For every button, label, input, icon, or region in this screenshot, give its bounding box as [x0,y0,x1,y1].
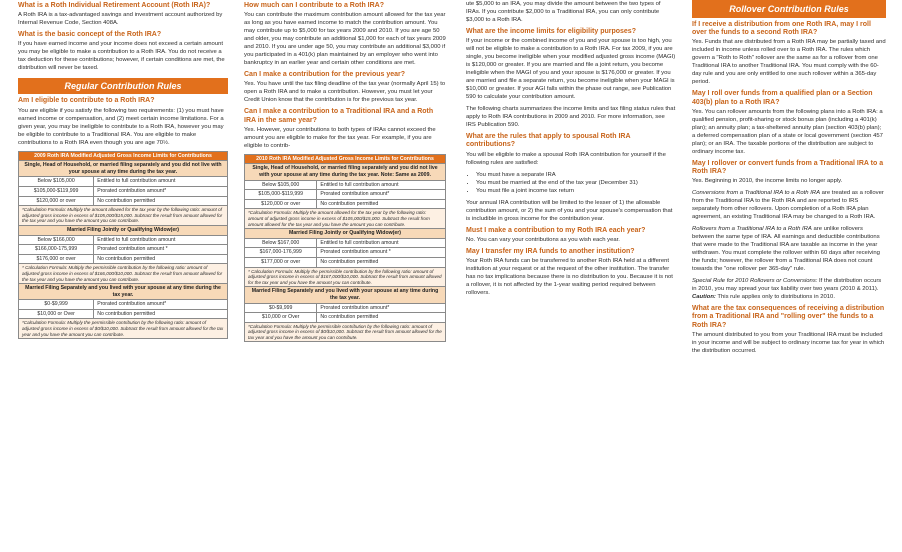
income-limits-table-2010 [244,154,446,343]
column-2 [244,0,446,342]
contribution-cell: Entitled to full contribution amount [317,180,446,190]
heading-eligibility: Am I eligible to contribute to a Roth IRA? [18,97,155,105]
table-row [245,238,446,248]
caution-text: This rule applies only to distributions in 2010. [715,294,835,301]
heading-each-year: Must I make a contribution to my Roth IRA each year? [466,226,646,234]
table-footnote: *Calculation Formula: Multiply the permissible contribution by the following ratio: amount of adjusted gross income in excess of $0/$10,000. Subtract the result from amount allowed for the tax year and you have the amount you can contribute. [245,322,446,342]
income-range-cell: $176,000 or over [19,254,94,264]
rollovers-lead: Rollovers from a Traditional IRA to a Roth IRA [692,226,812,233]
heading-how-much: How much can I contribute to a Roth IRA? [244,2,384,9]
table-row [245,248,446,258]
contribution-cell: Prorated contribution amount * [94,245,228,255]
heading-basic-concept: What is the basic concept of the Roth IRA? [18,31,162,39]
table-row [19,235,228,245]
heading-roth-to-roth-rollover: If I receive a distribution from one Roth IRA, may I roll over the funds to a second Roth IRA? [692,21,871,37]
contribution-cell: No contribution permitted [94,254,228,264]
contribution-cell: Entitled to full contribution amount [94,177,228,187]
list-item: • You must have a separate IRA [476,171,676,179]
contribution-cell: Prorated contribution amount* [317,303,446,313]
heading-qualified-plan-rollover: May I roll over funds from a qualified plan or a Section 403(b) plan to a Roth IRA? [692,90,873,106]
heading-tax-consequences: What are the tax consequences of receiving a distribution from a Traditional IRA and "rolling over" the funds to a Roth IRA? [692,305,885,329]
table-row [245,257,446,267]
income-range-cell: $177,000 or over [245,257,317,267]
paragraph-traditional-and-roth: Yes. However, your contributions to both types of IRAs cannot exceed the amount you are eligible to make for the tax year. For example, if you are eligible to contrib- [244,126,436,149]
table-row [245,190,446,200]
table-group-heading: Single, Head of Household, or married filing separately and you did not live with your spouse at any time during the tax year. Note: Same as 2009. [245,164,446,180]
income-range-cell: $105,000-$119,999 [245,190,317,200]
caution-label: Caution: [692,294,716,301]
paragraph-qualified-plan-rollover: Yes. You can rollover amounts from the following plans into a Roth IRA: a qualified pension, profit-sharing or stock bonus plan (including a 401(k) plan); an annuity plan; a tax-sheltered annuity plan (section 403(b) plan); a deferred compensation plan of a state or local government (section 457 plan); or an IRA. The taxable portions of the distribution are subject to ordinary income tax. [692,108,883,155]
contribution-cell: Prorated contribution amount* [94,186,228,196]
paragraph-tax-consequences: The amount distributed to you from your Traditional IRA must be included in your income and will be subject to ordinary income tax for year in which the distribution occurred. [692,331,885,354]
income-range-cell: $120,000 or over [19,196,94,206]
column-4 [692,0,886,359]
table-group-heading: Married Filing Separately and you lived with your spouse at any time during the tax year. [245,287,446,303]
income-range-cell: Below $166,000 [19,235,94,245]
paragraph-what-is-roth-ira: A Roth IRA is a tax-advantaged savings and investment account authorized by Internal Revenue Code, Section 408A. [18,12,223,27]
paragraph-previous-year: Yes. You have until the tax filing deadline of the tax year (normally April 15) to open a Roth IRA and to make a contribution. However, you must let your Credit Union know that the contribution is for the previous tax year. [244,81,446,104]
income-range-cell: Below $167,000 [245,238,317,248]
rollovers-text: are unlike rollovers between the same type of IRA. All earnings and deductible contributions that were made to the Traditional IRA are taxable as income in the year withdrawn. You must complete the rollover within 60 days after receiving the funds; however, the rollover from a Traditional IRA does not count towards the "one rollover per 365-day" rule. [692,226,880,273]
column-1 [18,0,228,339]
table-footnote: * Calculation Formula: Multiply the permissible contribution by the following ratio: amount of adjusted gross income in excess of $166,000/$10,000. Subtract the result from amount allowed for the tax year and you have the amount you can contribute. [19,264,228,284]
paragraph-rollovers [692,225,886,273]
income-range-cell: $105,000-$119,999 [19,186,94,196]
table-row [245,313,446,323]
banner-rollover-contribution-rules: Rollover Contribution Rules [692,0,886,18]
table-group-heading: Married Filing Jointly or Qualifying Widow(er) [245,229,446,239]
heading-convert-traditional: May I rollover or convert funds from a Traditional IRA to a Roth IRA? [692,159,884,176]
paragraph-each-year: No. You can vary your contributions as you wish each year. [466,236,620,243]
paragraph-conversions [692,189,886,221]
table-row [19,254,228,264]
contribution-cell: Prorated contribution amount * [317,248,446,258]
contribution-cell: Prorated contribution amount* [94,300,228,310]
paragraph-spousal-rules: You will be eligible to make a spousal Roth IRA contribution for yourself if the following rules are satisfied: [466,151,666,166]
table-footnote: *Calculation Formula: Multiply the permissible contribution by the following ratio: amount of adjusted gross income in excess of $0/$10,000. Subtract the result from amount allowed for the tax year and you have the amount you can contribute. [19,319,228,339]
column-3 [466,0,676,301]
paragraph-convert-traditional: Yes. Beginning in 2010, the income limits no longer apply. [692,178,843,185]
paragraph-spousal-limit: Your annual IRA contribution will be limited to the lesser of 1) the allowable contribution amount, or 2) the sum of you and your spouse's compensation that is includible in gross income for the contribution year. [466,199,673,222]
paragraph-charts-summary: The following charts summarizes the income limits and tax filing status rules that apply to Roth IRA contributions in 2009 and 2010. For more information, see IRS Publication 590. [466,106,676,129]
income-range-cell: $10,000 or Over [245,313,317,323]
contribution-cell: Entitled to full contribution amount [94,235,228,245]
table-row [19,186,228,196]
contribution-cell: No contribution permitted [317,199,446,209]
heading-spousal-rules: What are the rules that apply to spousal Roth IRA contributions? [466,133,631,149]
income-range-cell: Below $105,000 [245,180,317,190]
special-rule-lead: Special Rule for 2010 Rollovers or Conversions: [692,278,818,285]
table-group-heading: Married Filing Jointly or Qualifying Widow(er) [19,225,228,235]
table-footnote: *Calculation Formula: Multiply the amount allowed for the tax year by the following ratio: amount of adjusted gross income in excess of $105,000/$15,000. Subtract the result from amount allowed for the tax year and you have the amount you can contribute. [19,206,228,226]
spousal-requirements-list [466,171,676,195]
table-row [19,196,228,206]
heading-previous-year: Can I make a contribution for the previous year? [244,71,406,79]
contribution-cell: Prorated contribution amount* [317,190,446,200]
list-item: • You must file a joint income tax return [476,187,676,195]
special-rule-text: If the distribution occurs in 2010, you may spread your tax liability over two years (2010 & 2011). [692,278,882,293]
income-range-cell: $0-$9,999 [245,303,317,313]
income-range-cell: $10,000 or Over [19,309,94,319]
income-range-cell: $120,000 or over [245,199,317,209]
table-row [19,245,228,255]
table-row [245,303,446,313]
paragraph-special-rule [692,277,886,301]
paragraph-eligibility: You are eligible if you satisfy the following two requirements: (1) you must have earned income or compensation, and (2) meet certain income limitations. For a given year, you may be ineligible to contribute to a Roth IRA, however you may be eligible to contribute to a Traditional IRA. You are eligible to make contributions to a Roth IRA even though you are age 70½. [18,107,224,146]
income-range-cell: $167,000-176,999 [245,248,317,258]
table-row [19,177,228,187]
income-range-cell: $166,000-175,999 [19,245,94,255]
conversions-text: are treated as a rollover from the Traditional IRA to the Roth IRA and are reported to IRS separately from other rollovers. Upon completion of a Roth IRA plan agreement, an existing Traditional IRA may be changed to a Roth IRA. [692,190,884,221]
contribution-cell: No contribution permitted [94,309,228,319]
contribution-cell: No contribution permitted [317,313,446,323]
paragraph-roth-to-roth-rollover: Yes. Funds that are distributed from a Roth IRA may be partially taxed and included in income unless rolled over to a Roth IRA. The rules which govern a "Roth to Roth" rollover are the same as for a rollover from one Traditional IRA to another Traditional IRA. You must comply with the 60-day rule and you are only entitled to one such rollover within a 365-day period. [692,39,886,86]
paragraph-basic-concept: If you have earned income and your income does not exceed a certain amount you may be eligible to make a contribution to a Roth IRA. You do not receive a tax deduction for these contributions; however, if certain conditions are met, the distribution will never be taxed. [18,41,225,72]
table-group-heading: Single, Head of Household, or married filing separately and you did not live with your spouse at any time during the tax year. [19,161,228,177]
table-caption: 2009 Roth IRA Modified Adjusted Gross Income Limits for Contributions [19,151,228,161]
contribution-cell: No contribution permitted [94,196,228,206]
paragraph-transfer: Your Roth IRA funds can be transferred to another Roth IRA held at a different institution at your request or at the request of the other institution. The transfer has no tax implications because there is no distribution to you. Because it is not a rollover, it is not affected by the 1-year waiting period required between rollovers. [466,258,673,297]
income-limits-table-2009 [18,151,228,340]
paragraph-income-limits: If your income or the combined income of you and your spouse is too high, you will not be eligible to make a contribution to a Roth IRA. For tax 2009, if you are single, you become ineligible when your modified adjusted gross income (MAGI) is $120,000 or greater. If you are married and file a joint return, you become ineligible when the MAGI of you and your spouse is $176,000 or greater. If you are married and file a separate return, you become ineligible when your MAGI is $10,000 or greater. If your AGI falls within the phase out range, see Publication 590 to calculate your contribution amount. [466,38,676,101]
table-row [245,199,446,209]
heading-traditional-and-roth: Can I make a contribution to a Traditional IRA and a Roth IRA in the same year? [244,108,434,124]
income-range-cell: $0-$9,999 [19,300,94,310]
paragraph-how-much: You can contribute the maximum contribution amount allowed for the tax year as long as you have earned income to match the contribution amount. You may contribute up to $5,000 for tax years 2009 and 2010. If you are age 50 and older, you may contribute an additional $1,000 for each of tax years 2009 and 2010. If you are under age 50, you may contribute an additional $3,000 if you participated in a 401(k) plan maintained by an employer who went into bankruptcy in an earlier year and certain other conditions are met. [244,12,446,67]
list-item: • You must be married at the end of the tax year (December 31) [476,179,676,187]
table-row [19,300,228,310]
contribution-cell: Entitled to full contribution amount [317,238,446,248]
conversions-lead: Conversions from a Traditional IRA to a Roth IRA [692,190,821,197]
heading-what-is-roth-ira: What is a Roth Individual Retirement Account (Roth IRA)? [18,2,211,9]
heading-transfer: May I transfer my IRA funds to another institution? [466,247,635,255]
banner-regular-contribution-rules: Regular Contribution Rules [18,78,228,94]
table-footnote: * Calculation Formula: Multiply the permissible contribution by the following ratio: amount of adjusted gross income in excess of $167,000/$10,000. Subtract the result from amount allowed for the tax year and you have the amount you can contribute. [245,267,446,287]
paragraph-continued: ute $5,000 to an IRA, you may divide the amount between the two types of IRAs. If you contribute $2,000 to a Traditional IRA, you can only contribute $3,000 to a Roth IRA. [466,1,661,23]
table-footnote: *Calculation Formula: Multiply the amount allowed for the tax year by the following ratio: amount of adjusted gross income in excess of $105,000/$15,000. Subtract the result from amount allowed for the tax year and you have the amount you can contribute. [245,209,446,229]
heading-income-limits: What are the income limits for eligibility purposes? [466,28,636,35]
contribution-cell: No contribution permitted [317,257,446,267]
table-row [245,180,446,190]
income-range-cell: Below $105,000 [19,177,94,187]
table-row [19,309,228,319]
table-caption: 2010 Roth IRA Modified Adjusted Gross Income Limits for Contributions [245,154,446,164]
table-group-heading: Married Filing Separately and you lived with your spouse at any time during the tax year. [19,284,228,300]
